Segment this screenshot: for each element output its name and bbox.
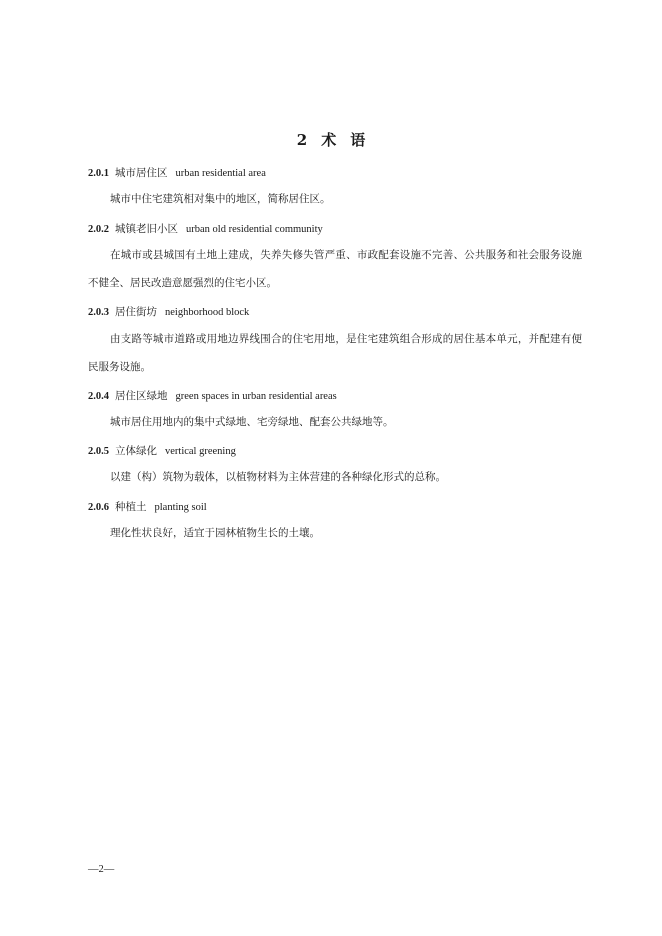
chapter-number: 2 xyxy=(296,131,308,149)
term-name-cn: 种植土 xyxy=(115,501,147,513)
term-definition: 理化性状良好，适宜于园林植物生长的土壤。 xyxy=(110,527,320,539)
term-heading xyxy=(88,500,207,515)
chapter-title xyxy=(0,129,662,150)
term-name-en: urban old residential community xyxy=(186,224,323,235)
term-name-cn: 居住区绿地 xyxy=(115,390,168,402)
term-number: 2.0.6 xyxy=(88,502,109,513)
term-name-cn: 立体绿化 xyxy=(115,445,157,457)
term-name-en: green spaces in urban residential areas xyxy=(175,391,337,402)
chapter-title-word-1: 术 xyxy=(321,131,337,149)
term-definition: 城市中住宅建筑相对集中的地区，简称居住区。 xyxy=(110,193,331,205)
page-number: —2— xyxy=(88,864,115,875)
term-name-en: vertical greening xyxy=(165,446,236,457)
term-number: 2.0.1 xyxy=(88,168,109,179)
term-heading xyxy=(88,166,266,181)
chapter-title-word-2: 语 xyxy=(350,131,366,149)
term-number: 2.0.3 xyxy=(88,307,109,318)
term-definition: 城市居住用地内的集中式绿地、宅旁绿地、配套公共绿地等。 xyxy=(110,416,394,428)
term-name-en: urban residential area xyxy=(175,168,266,179)
term-number: 2.0.5 xyxy=(88,446,109,457)
term-definition: 在城市或县城国有土地上建成，失养失修失管严重、市政配套设施不完善、公共服务和社会服务设施不健全、居民改造意愿强烈的住宅小区。 xyxy=(88,249,582,289)
term-name-cn: 城镇老旧小区 xyxy=(115,223,178,235)
term-name-en: neighborhood block xyxy=(165,307,250,318)
term-heading xyxy=(88,222,323,237)
term-number: 2.0.2 xyxy=(88,224,109,235)
term-heading xyxy=(88,389,337,404)
term-number: 2.0.4 xyxy=(88,391,109,402)
term-name-en: planting soil xyxy=(154,502,207,513)
term-name-cn: 居住街坊 xyxy=(115,306,157,318)
term-definition: 以建（构）筑物为载体，以植物材料为主体营建的各种绿化形式的总称。 xyxy=(110,471,446,483)
term-name-cn: 城市居住区 xyxy=(115,167,168,179)
term-definition: 由支路等城市道路或用地边界线围合的住宅用地，是住宅建筑组合形成的居住基本单元，并配建有便民服务设施。 xyxy=(88,333,582,373)
term-heading xyxy=(88,444,236,459)
term-heading xyxy=(88,305,249,320)
